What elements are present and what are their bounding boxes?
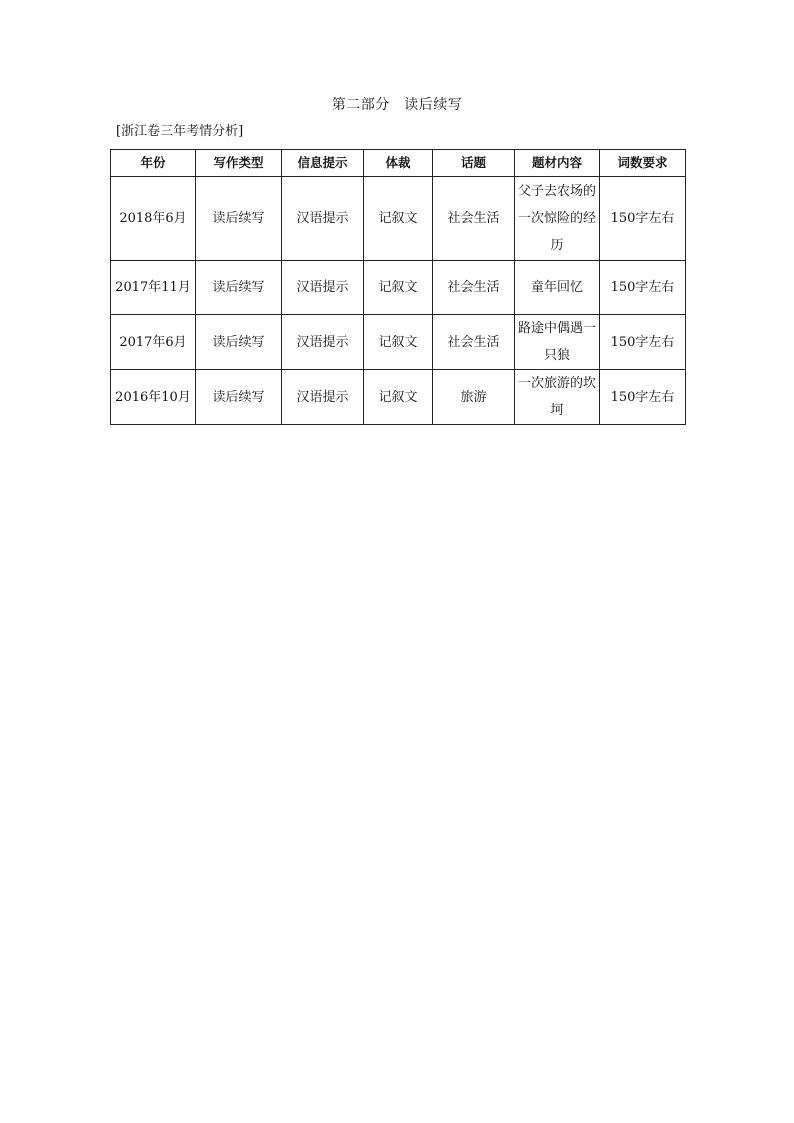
cell-word-count: 150字左右 bbox=[600, 370, 686, 425]
table-header-row bbox=[111, 150, 686, 177]
cell-word-count: 150字左右 bbox=[600, 177, 686, 261]
header-writing-type: 写作类型 bbox=[196, 150, 282, 177]
cell-topic: 社会生活 bbox=[433, 261, 515, 315]
cell-info-hint: 汉语提示 bbox=[282, 315, 364, 370]
cell-writing-type: 读后续写 bbox=[196, 370, 282, 425]
cell-info-hint: 汉语提示 bbox=[282, 370, 364, 425]
cell-content: 路途中偶遇一只狼 bbox=[515, 315, 600, 370]
header-topic: 话题 bbox=[433, 150, 515, 177]
cell-topic: 社会生活 bbox=[433, 177, 515, 261]
cell-genre: 记叙文 bbox=[364, 177, 433, 261]
cell-topic: 旅游 bbox=[433, 370, 515, 425]
cell-year: 2017年11月 bbox=[111, 261, 196, 315]
cell-genre: 记叙文 bbox=[364, 261, 433, 315]
cell-genre: 记叙文 bbox=[364, 315, 433, 370]
cell-writing-type: 读后续写 bbox=[196, 315, 282, 370]
exam-analysis-table bbox=[110, 149, 686, 425]
cell-topic: 社会生活 bbox=[433, 315, 515, 370]
cell-year: 2016年10月 bbox=[111, 370, 196, 425]
table-row bbox=[111, 261, 686, 315]
cell-content: 童年回忆 bbox=[515, 261, 600, 315]
cell-word-count: 150字左右 bbox=[600, 315, 686, 370]
cell-word-count: 150字左右 bbox=[600, 261, 686, 315]
cell-writing-type: 读后续写 bbox=[196, 261, 282, 315]
header-content: 题材内容 bbox=[515, 150, 600, 177]
header-genre: 体裁 bbox=[364, 150, 433, 177]
page-title: 第二部分 读后续写 bbox=[331, 97, 463, 113]
section-label: [浙江卷三年考情分析] bbox=[116, 124, 244, 139]
table-row bbox=[111, 315, 686, 370]
table-row bbox=[111, 370, 686, 425]
table-row bbox=[111, 177, 686, 261]
cell-content: 父子去农场的一次惊险的经历 bbox=[515, 177, 600, 261]
cell-year: 2018年6月 bbox=[111, 177, 196, 261]
header-word-count: 词数要求 bbox=[600, 150, 686, 177]
cell-writing-type: 读后续写 bbox=[196, 177, 282, 261]
header-year: 年份 bbox=[111, 150, 196, 177]
cell-info-hint: 汉语提示 bbox=[282, 177, 364, 261]
cell-year: 2017年6月 bbox=[111, 315, 196, 370]
cell-genre: 记叙文 bbox=[364, 370, 433, 425]
cell-content: 一次旅游的坎坷 bbox=[515, 370, 600, 425]
header-info-hint: 信息提示 bbox=[282, 150, 364, 177]
cell-info-hint: 汉语提示 bbox=[282, 261, 364, 315]
